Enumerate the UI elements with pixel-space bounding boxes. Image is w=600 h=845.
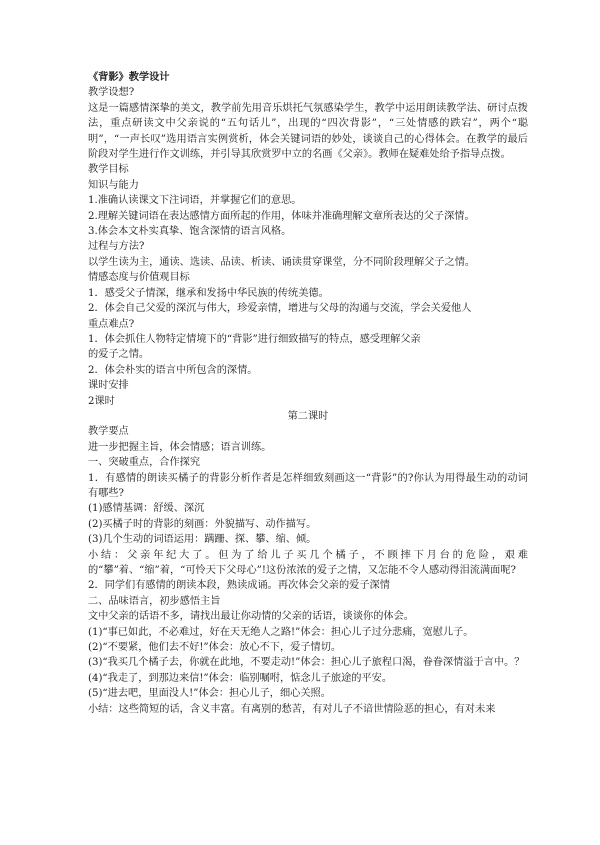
heading-schedule: 课时安排 bbox=[88, 380, 129, 392]
document-title: 《背影》教学设计 bbox=[88, 71, 170, 83]
list-item: (3)“我买几个橘子去，你就在此地，不要走动!”体会：担心儿子旅程口渴，眷眷深情溢于言中。？ bbox=[88, 657, 525, 669]
paragraph-instruction: 文中父亲的话语不多，请找出最让你动情的父亲的话语，谈谈你的体会。 bbox=[88, 611, 414, 623]
list-item: (5)“进去吧，里面没人!”体会：担心儿子，细心关照。 bbox=[88, 688, 331, 700]
heading-part-one: 一、突破重点，合作探究 bbox=[88, 457, 201, 469]
schedule-value: 2课时 bbox=[88, 395, 115, 407]
list-item: 1．感受父子情深，继承和发扬中华民族的传统美德。 bbox=[88, 287, 329, 299]
list-item: (3)几个生动的词语运用：蹒跚、探、攀、缩、倾。 bbox=[88, 534, 317, 546]
summary-paragraph: 小结：父亲年纪大了。但为了给儿子买几个橘子，不顾摔下月台的危险，艰难的“攀”着、“缩”着，“可怜天下父母心”!这份浓浓的爱子之情，又怎能不令人感动得泪流满面呢? bbox=[88, 549, 528, 576]
list-item: 2．体会自己父爱的深沉与伟大，珍爱亲情，增进与父母的沟通与交流，学会关爱他人 bbox=[88, 303, 472, 315]
list-item: (2)买橘子时的背影的刻画：外貌描写、动作描写。 bbox=[88, 518, 317, 530]
heading-teaching-goals: 教学目标 bbox=[88, 164, 129, 176]
list-item: 2．同学们有感情的朗读本段，熟读成诵。再次体会父亲的爱子深情 bbox=[88, 580, 390, 592]
heading-knowledge-ability: 知识与能力 bbox=[88, 179, 139, 191]
paragraph-process-method: 以学生读为主，通读、选读、品读、析读、诵读贯穿课堂，分不同阶段理解父子之情。 bbox=[88, 256, 476, 268]
list-item: (4)“我走了，到那边来信!”体会：临别嘱咐，惦念儿子旅途的平安。 bbox=[88, 672, 393, 684]
heading-key-points: 教学要点 bbox=[88, 426, 129, 438]
list-item: 2.理解关键词语在表达感情方面所起的作用，体味并准确理解文章所表达的父子深情。 bbox=[88, 210, 475, 222]
list-item-continued: 的爱子之情。 bbox=[88, 349, 150, 361]
list-item: 1.准确认读课文下注词语，并掌握它们的意思。 bbox=[88, 195, 302, 207]
list-item: 1．体会抓住人物特定情境下的“背影”进行细致描写的特点，感受理解父亲 bbox=[88, 333, 421, 345]
list-item: 3.体会本文朴实真挚、饱含深情的语言风格。 bbox=[88, 226, 292, 238]
document-body bbox=[88, 70, 528, 717]
summary-paragraph: 小结：这些简短的话，含义丰富。有离别的愁苦，有对儿子不谙世情险恶的担心，有对未来 bbox=[88, 703, 496, 715]
list-item: (1)感情基调：舒缓、深沉 bbox=[88, 503, 205, 515]
list-item: 2．体会朴实的语言中所包含的深情。 bbox=[88, 364, 258, 376]
list-item: (1)“事已如此，不必难过，好在天无绝人之路!”体会：担心儿子过分悲痛，宽慰儿子。 bbox=[88, 626, 474, 638]
list-item: 1．有感情的朗读买橘子的背影分析作者是怎样细致刻画这一“背影”的?你认为用得最生动的动词有哪些? bbox=[88, 472, 528, 499]
section-title: 第二课时 bbox=[287, 410, 329, 422]
heading-process-method: 过程与方法? bbox=[88, 241, 145, 253]
heading-emotion-values: 情感态度与价值观目标 bbox=[88, 272, 190, 284]
heading-teaching-idea: 教学设想? bbox=[88, 87, 135, 99]
paragraph-teaching-idea: 这是一篇感情深挚的美文，教学前先用音乐烘托气氛感染学生，教学中运用朗读教学法、研讨点拨法，重点研读文中父亲说的“五句话儿”，出现的“四次背影”，“三处情感的跌宕”，两个“聪明”，“一声长叹”选用语言实例赏析，体会关键词语的妙处，谈谈自己的心得体会。在教学的最后阶段对学生进行作文训练，并引导其欣赏罗中立的名画《父亲》。教师在疑难处给予指导点拨。 bbox=[88, 102, 528, 161]
heading-part-two: 二、品味语言，初步感悟主旨 bbox=[88, 595, 221, 607]
list-item: (2)“不要紧，他们去不好!”体会：放心不下，爱子情切。 bbox=[88, 642, 342, 654]
paragraph-key-points: 进一步把握主旨，体会情感；语言训练。 bbox=[88, 441, 272, 453]
heading-key-difficult: 重点难点? bbox=[88, 318, 135, 330]
